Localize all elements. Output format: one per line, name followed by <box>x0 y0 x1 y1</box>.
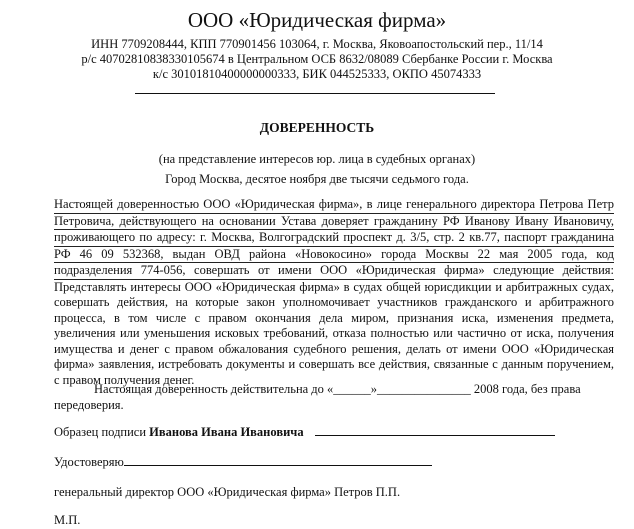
certify-label: Удостоверяю <box>54 455 124 469</box>
body-line: увеличения или уменьшения исковых требований, отказа полностью или частично от иска, получения <box>54 326 614 340</box>
body-line: Петровича, действующего на основании Устава доверяет гражданину РФ Иванову Ивану Ивановичу, <box>54 214 614 231</box>
signature-sample <box>54 425 555 440</box>
certify-row <box>54 455 432 470</box>
header-divider <box>135 93 495 94</box>
requisites-line-1: ИНН 7709208444, КПП 770901456 103064, г. Москва, Яковоапостольский пер., 11/14 <box>91 37 543 51</box>
body-line: подразделения 774-056, совершать от имени ООО «Юридическая фирма» следующие действия: <box>54 263 614 280</box>
certify-line <box>124 465 432 466</box>
body-line: имущества и денег с правом обжалования судебного решения, делать от имени ООО «Юридическая <box>54 341 614 356</box>
body-paragraph <box>54 197 614 388</box>
document-subtitle: (на представление интересов юр. лица в судебных органах) <box>158 152 476 166</box>
body-line: Настоящей доверенностью ООО «Юридическая фирма», в лице генерального директора Петрова Петр <box>54 197 614 214</box>
signature-label: Образец подписи <box>54 425 147 439</box>
validity-line: Настоящая доверенность действительна до «______»_______________ 2008 года, без права <box>94 382 581 396</box>
document-title: ДОВЕРЕННОСТЬ <box>259 120 375 135</box>
requisites-line-3: к/с 30101810400000000333, БИК 044525333, ОКПО 45074333 <box>152 67 482 81</box>
signature-line <box>315 435 555 436</box>
body-line: проживающего по адресу: г. Москва, Волгоградский проспект д. 3/5, стр. 2 кв.77, паспорт гражданина <box>54 230 614 247</box>
body-line: с правом получения денег. <box>54 372 195 387</box>
body-line: Представлять интересы ООО «Юридическая фирма» в судах общей юрисдикции и арбитражных судах, <box>54 279 614 294</box>
validity-continuation: передоверия. <box>54 398 124 412</box>
company-name: ООО «Юридическая фирма» <box>187 8 447 32</box>
stamp-place: М.П. <box>54 513 81 527</box>
body-line: совершать действия, на которые закон уполномочивает участников гражданского и арбитражного <box>54 295 614 309</box>
body-line: РФ 46 09 532368, выдан ОВД района «Новокосино» города Москвы 22 мая 2005 года, код <box>54 247 614 264</box>
body-line: фирма» заявления, истребовать документы и совершать все действия, связанные с данным поручением, <box>54 357 614 371</box>
body-line: процесса, в том числе с правом окончания дела миром, признания иска, изменения предмета, <box>54 310 614 325</box>
requisites-line-2: р/с 40702810838330105674 в Центральном ОСБ 8632/08089 Сбербанке России г. Москва <box>81 52 553 66</box>
signature-name: Иванова Ивана Ивановича <box>149 425 304 439</box>
place-and-date: Город Москва, десятое ноября две тысячи седьмого года. <box>165 172 469 186</box>
director-signature: генеральный директор ООО «Юридическая фирма» Петров П.П. <box>54 485 401 499</box>
